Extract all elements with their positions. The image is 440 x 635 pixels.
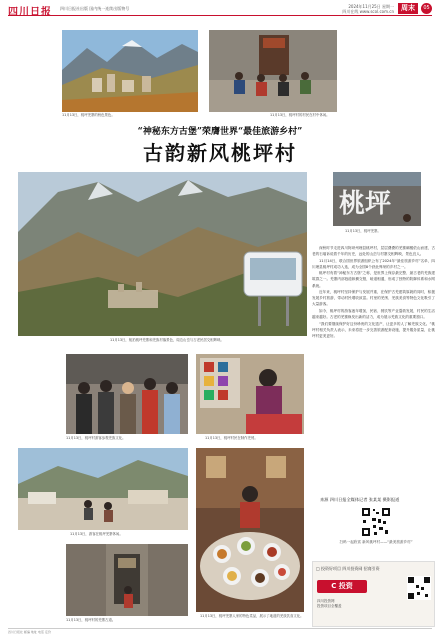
body-paragraph: 11月14日，联合国世界旅游组织公布了2024年“最佳旅游乡村”名单，四川理县桃坪村成功入选，成为全国8个获此殊荣的乡村之一。 [312,258,435,269]
photo-villagers [209,30,337,112]
qr-caption: 扫码一起欣赏 新风桃坪村——“最美旅游乡村” [339,540,413,544]
caption-photo-8: 11月13日，桃坪羌寨人家的特色菜品，展示了地道的羌族饮食文化。 [200,614,304,618]
caption-photo-5: 11月13日，桃坪村游客参观羌族文化。 [66,436,126,440]
ad-text: 四川投资网 投资项目全覆盖 [317,599,342,608]
caption-photo-6: 11月13日，桃坪村民在制作羌绣。 [205,436,258,440]
masthead-info: 四川日报社出版 国内统一连续出版物号 [60,6,130,11]
body-paragraph: “我们要继续保护好这份珍贵的文化遗产，让更多的人了解羌族文化。”桃坪村相关负责人表示，未来将进一步完善旅游配套设施，提升服务质量，让桃坪村更美更好。 [312,321,435,338]
page-footer: 四川日报社 邮编 地址 电话 定价 [8,628,432,634]
sign-text: 桃坪 [339,189,392,219]
byline: 来源 四川日报全媒体记者 张某某 摄影报道 [320,497,400,502]
article-body [312,245,435,339]
caption-photo-7: 11月13日，游客在桃坪羌寨休闲。 [70,532,123,536]
caption-photo-1: 11月13日，桃坪羌寨的秋色景色。 [62,113,115,117]
photo-aerial-valley [18,172,307,336]
caption-photo-4: 11月13日，航拍桃坪羌寨和羌族村落景色，周边山峦与古老民居交相辉映。 [110,338,224,342]
caption-photo-9: 11月13日，桃坪村的羌寨古道。 [66,618,116,622]
advertisement[interactable] [312,561,435,627]
newspaper-logo: 四川日报 [8,7,52,18]
caption-photo-2: 11月13日，桃坪村的村民在村中休闲。 [270,113,330,117]
photo-food [196,448,304,612]
masthead-date: 2024年11月25日 星期一 四川在线 www.scol.com.cn [342,4,394,14]
qr-code[interactable] [361,507,391,537]
body-paragraph: 近年来，桃坪村坚持保护与发展并重，在保护古羌建筑原貌的同时，积极发展乡村旅游，带动村民增收致富。村里的羌绣、羌族美食等特色文化吸引了大量游客。 [312,290,435,307]
headline-subtitle: “神秘东方古堡”荣膺世界“最佳旅游乡村” [137,127,303,137]
body-paragraph: 桃坪村有着“神秘东方古堡”之称，是世界上保存最完整、最古老的羌族建筑群之一。羌寨内部巷道纵横交错，暗道相通，形成了独特的防御体系和水网系统。 [312,271,435,288]
photo-mountain-village [62,30,198,112]
ad-qr-code[interactable] [407,576,431,600]
ad-logo: C 投资 [317,580,367,593]
photo-village-sign [333,172,421,226]
caption-photo-3: 11月13日，桃坪羌寨。 [345,229,381,233]
body-paragraph: 如今，桃坪村的游客逐年增加，民宿、餐饮等产业蓬勃发展，村民的生活越来越好。古老的羌寨焕发出新的活力，成为展示羌族文化的重要窗口。 [312,308,435,320]
ad-title: □ 投资好项目 四川投资网 招商引资 [316,566,380,571]
photo-embroidery [196,354,304,434]
photo-leisure [18,448,188,530]
photo-tourists [66,354,188,434]
section-badge: 周末 [398,3,418,14]
masthead [8,3,432,16]
page-number: 05 [421,3,432,14]
body-paragraph: 深秋时节走进四川阿坝州理县桃坪村，层层叠叠的羌寨碉楼依山而建，古老的石墙诉说着千年的历史，远处的山峦与村寨交相辉映，景色宜人。 [312,246,435,257]
photo-stone-alley [66,544,188,616]
headline-title: 古韵新风桃坪村 [143,141,297,165]
